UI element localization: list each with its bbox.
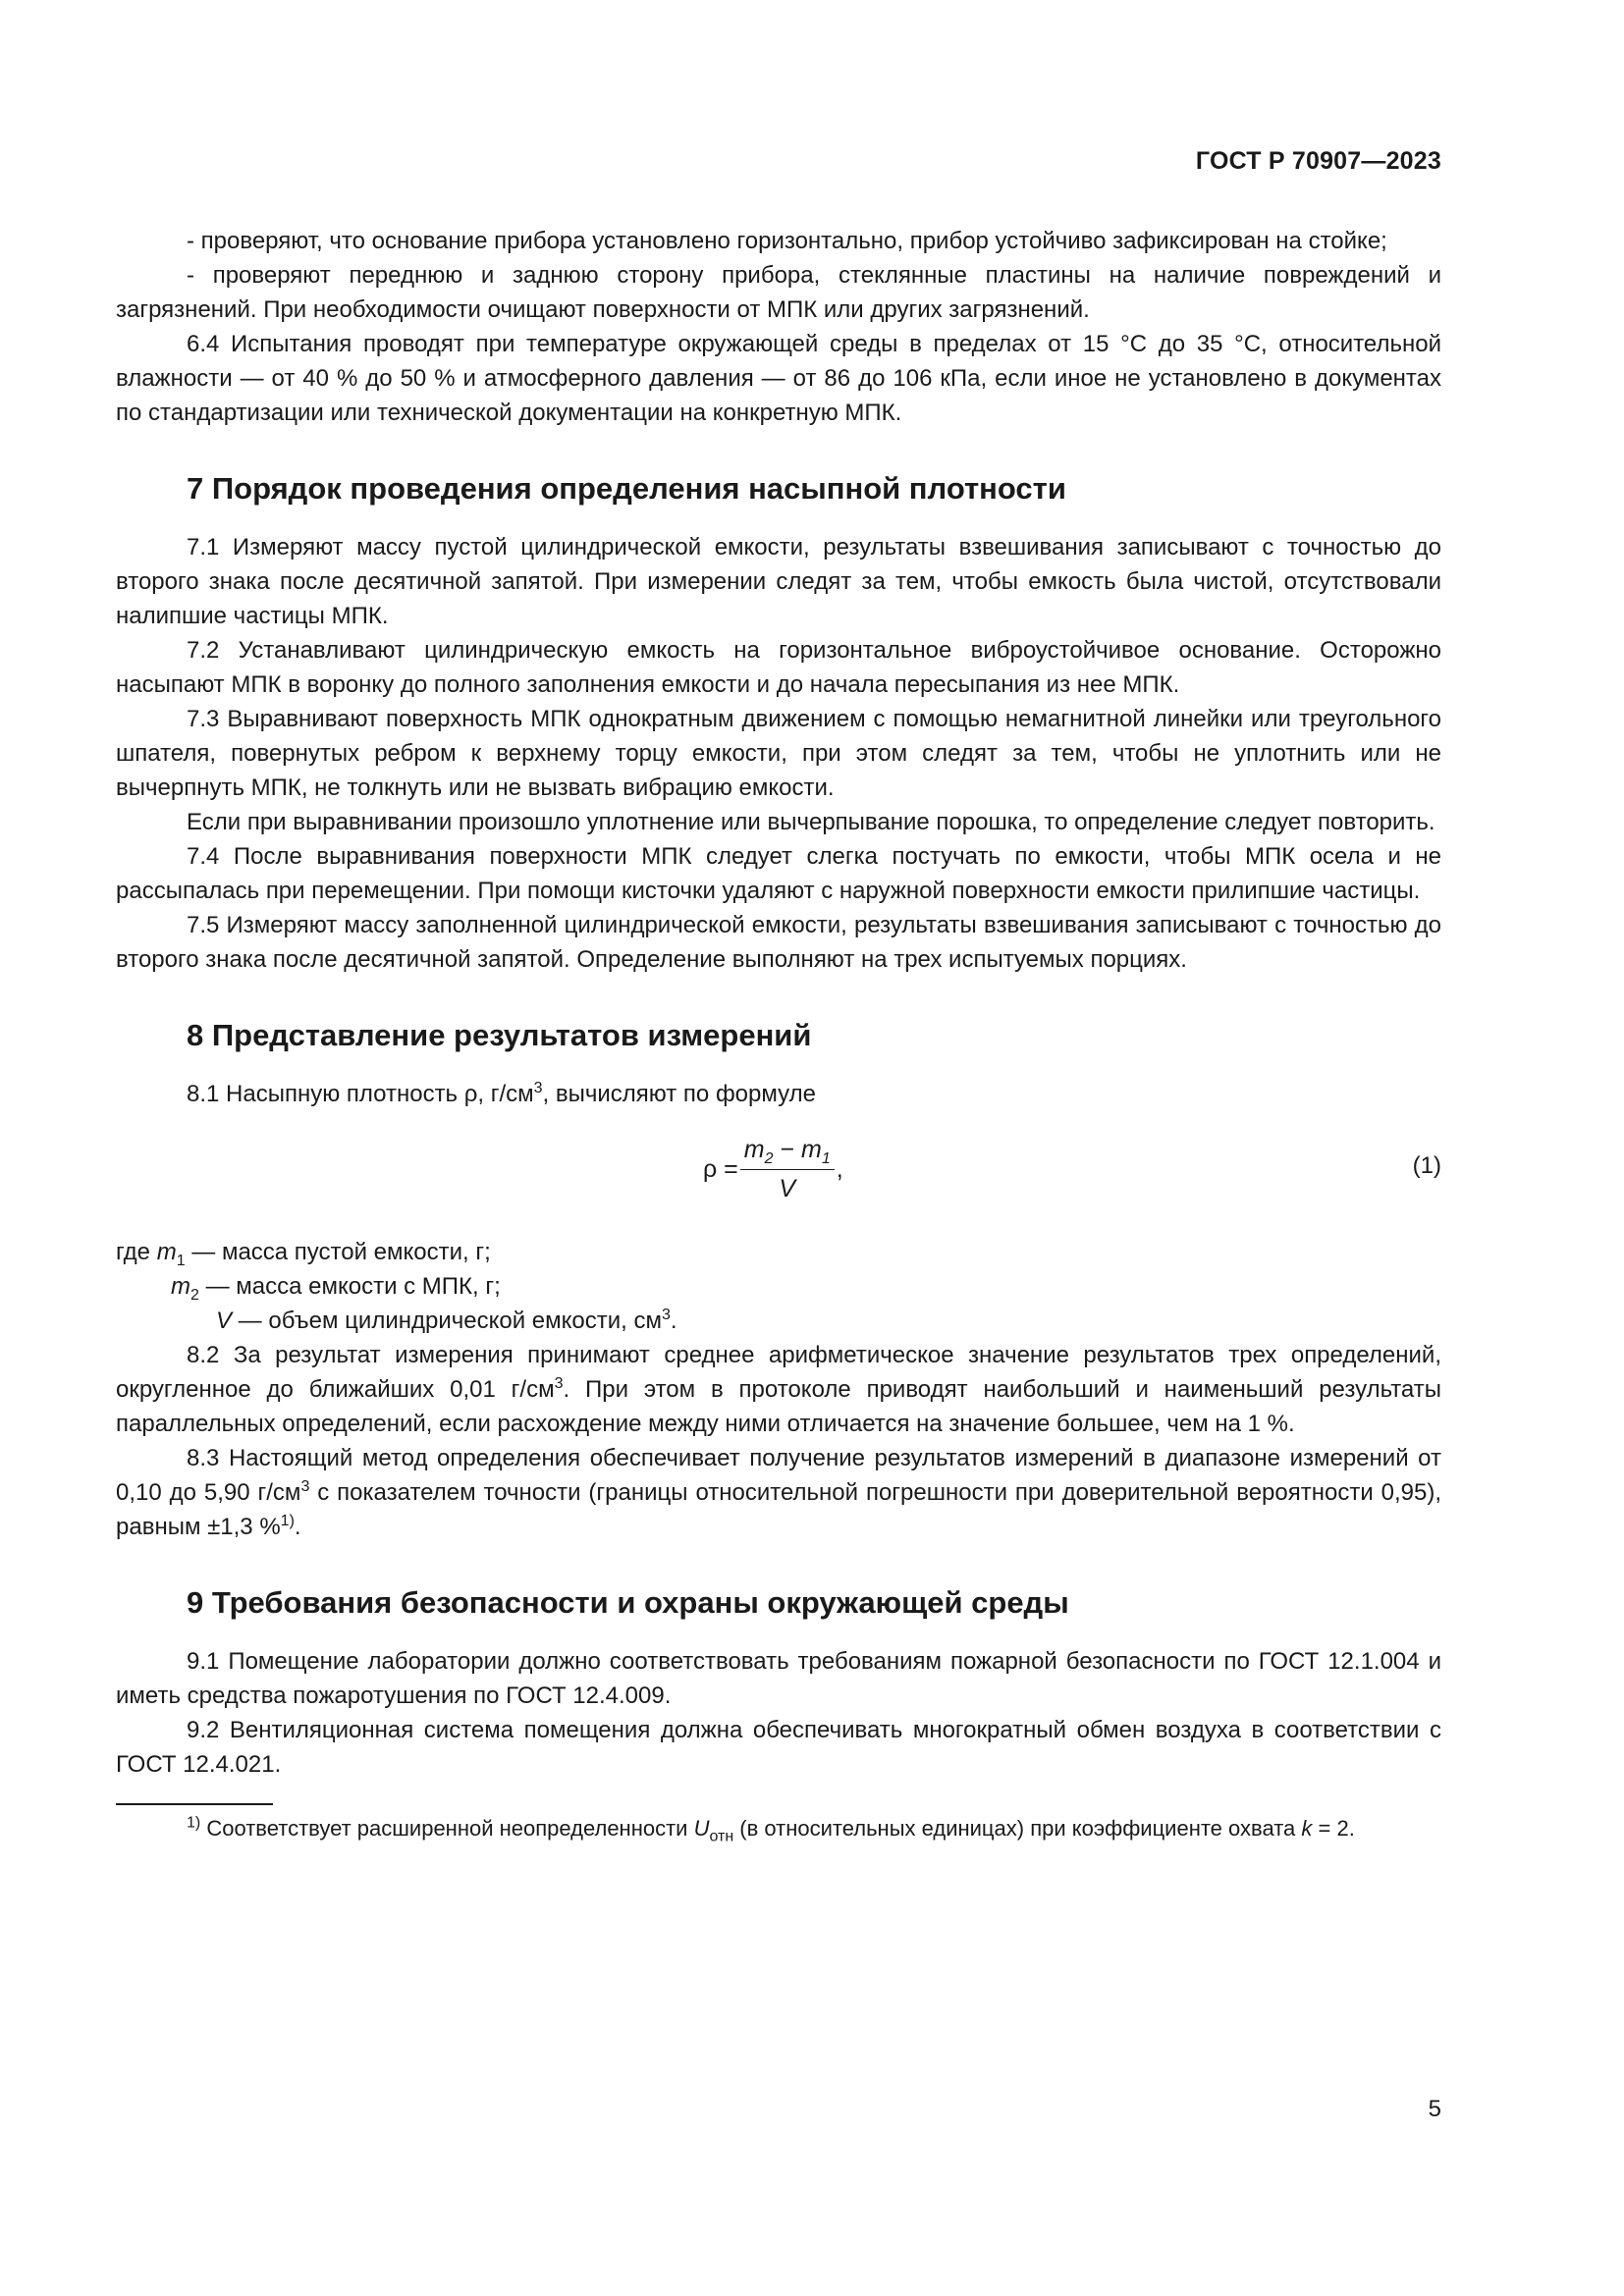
paragraph-8-3-a: 8.3 Настоящий метод определения обеспечивает получение результатов измерений в диапазоне измерений от 0,10 до 5,90 г/см bbox=[116, 1445, 1441, 1506]
definition-m1-text: — масса пустой емкости, г; bbox=[185, 1239, 491, 1265]
section-9-heading: 9 Требования безопасности и охраны окружающей среды bbox=[187, 1585, 1069, 1620]
document-code-header: ГОСТ Р 70907—2023 bbox=[1195, 147, 1441, 175]
formula-fraction bbox=[740, 1133, 835, 1206]
paragraph-6-4: 6.4 Испытания проводят при температуре окружающей среды в пределах от 15 °C до 35 °C, относительной влажности — от 40 % до 50 % и атмосферного давления — от 86 до 106 кПа, если иное не установлено в документах по стандартизации или технической документации на конкретную МПК. bbox=[116, 331, 1441, 426]
definition-m2-text: — масса емкости с МПК, г; bbox=[198, 1273, 501, 1300]
bullet-base-horizontal: - проверяют, что основание прибора установлено горизонтально, прибор устойчиво зафиксирован на стойке; bbox=[187, 228, 1387, 254]
paragraph-9-1: 9.1 Помещение лаборатории должно соответствовать требованиям пожарной безопасности по ГОСТ 12.1.004 и иметь средства пожаротушения по ГОСТ 12.4.009. bbox=[116, 1648, 1441, 1709]
paragraph-8-3-b: с показателем точности (границы относительной погрешности при доверительной вероятности 0,95), равным ±1,3 % bbox=[116, 1479, 1442, 1540]
formula-lhs: ρ = bbox=[703, 1155, 738, 1183]
footnote bbox=[116, 1813, 1441, 1843]
definition-m1 bbox=[116, 1235, 1441, 1269]
definition-v bbox=[116, 1304, 1441, 1338]
definition-m2-symbol: m bbox=[171, 1273, 190, 1300]
paragraph-7-1: 7.1 Измеряют массу пустой цилиндрической емкости, результаты взвешивания записывают с точностью до второго знака после десятичной запятой. При измерении следят за тем, чтобы емкость была чистой, отсутствовали налипшие частицы МПК. bbox=[116, 534, 1441, 629]
footnote-symbol-u: U bbox=[693, 1816, 710, 1841]
definition-m1-symbol: m bbox=[156, 1239, 177, 1265]
paragraph-8-3-sup: 3 bbox=[300, 1478, 310, 1495]
page-number: 5 bbox=[1428, 2096, 1441, 2122]
definition-m1-prefix: где bbox=[116, 1239, 157, 1265]
footnote-text-b: (в относительных единицах) при коэффициенте охвата bbox=[733, 1816, 1302, 1841]
definition-v-text: — объем цилиндрической емкости, см bbox=[232, 1308, 662, 1334]
equation-number: (1) bbox=[1412, 1152, 1441, 1179]
paragraph-8-2-b: . При этом в протоколе приводят наибольший и наименьший результаты параллельных определений, если расхождение между ними отличается на значение большее, чем на 1 %. bbox=[116, 1376, 1441, 1437]
section-7-heading: 7 Порядок проведения определения насыпной плотности bbox=[187, 471, 1066, 506]
definition-m2 bbox=[116, 1269, 1441, 1304]
paragraph-8-1 bbox=[116, 1077, 1441, 1111]
formula-definitions bbox=[116, 1235, 1441, 1338]
footnote-ref[interactable]: 1) bbox=[280, 1513, 295, 1529]
paragraph-8-1-tail: , вычисляют по формуле bbox=[542, 1081, 816, 1107]
paragraph-8-2-sup: 3 bbox=[554, 1375, 564, 1392]
paragraph-9-2: 9.2 Вентиляционная система помещения должна обеспечивать многократный обмен воздуха в соответствии с ГОСТ 12.4.021. bbox=[116, 1717, 1441, 1778]
section-8-heading: 8 Представление результатов измерений bbox=[187, 1018, 812, 1052]
paragraph-8-2-a: 8.2 За результат измерения принимают среднее арифметическое значение результатов трех определений, округленное до ближайших 0,01 г/см bbox=[116, 1342, 1441, 1403]
paragraph-7-3-note: Если при выравнивании произошло уплотнение или вычерпывание порошка, то определение следует повторить. bbox=[187, 809, 1435, 835]
paragraph-8-3 bbox=[116, 1441, 1441, 1544]
definition-v-sup: 3 bbox=[661, 1307, 671, 1323]
paragraph-8-2 bbox=[116, 1338, 1441, 1441]
formula-m2: m bbox=[743, 1136, 765, 1163]
formula-m1-sub: 1 bbox=[821, 1150, 831, 1167]
definition-v-symbol: V bbox=[216, 1308, 233, 1334]
footnote-text-c: = 2. bbox=[1312, 1816, 1355, 1841]
footnote-text-a: Соответствует расширенной неопределенности bbox=[200, 1816, 694, 1841]
formula-numerator bbox=[740, 1133, 835, 1170]
paragraph-8-3-end: . bbox=[294, 1514, 301, 1540]
density-formula bbox=[703, 1133, 843, 1206]
footnote-divider bbox=[116, 1803, 273, 1805]
formula-minus: − bbox=[773, 1136, 802, 1163]
paragraph-7-4: 7.4 После выравнивания поверхности МПК следует слегка постучать по емкости, чтобы МПК осела и не рассыпалась при перемещении. При помощи кисточки удаляют с наружной поверхности емкости прилипшие частицы. bbox=[116, 843, 1441, 904]
definition-m1-sub: 1 bbox=[176, 1252, 186, 1269]
formula-row bbox=[116, 1127, 1441, 1221]
formula-m2-sub: 2 bbox=[764, 1150, 774, 1167]
paragraph-8-1-text: 8.1 Насыпную плотность ρ, г/см bbox=[187, 1081, 534, 1107]
definition-m2-sub: 2 bbox=[190, 1286, 199, 1304]
footnote-symbol-k: k bbox=[1301, 1816, 1313, 1841]
formula-tail: , bbox=[836, 1155, 843, 1183]
paragraph-7-5: 7.5 Измеряют массу заполненной цилиндрической емкости, результаты взвешивания записывают с точностью до второго знака после десятичной запятой. Определение выполняют на трех испытуемых порциях. bbox=[116, 912, 1441, 973]
paragraph-8-1-sup: 3 bbox=[533, 1080, 543, 1096]
formula-m1: m bbox=[801, 1136, 822, 1163]
paragraph-7-3: 7.3 Выравнивают поверхность МПК однократным движением с помощью немагнитной линейки или треугольного шпателя, повернутых ребром к верхнему торцу емкости, при этом следят за тем, чтобы не уплотнить или не вычерпнуть МПК, не толкнуть или не вызвать вибрацию емкости. bbox=[116, 706, 1441, 801]
formula-denominator: V bbox=[779, 1175, 796, 1202]
paragraph-7-2: 7.2 Устанавливают цилиндрическую емкость на горизонтальное виброустойчивое основание. Осторожно насыпают МПК в воронку до полного заполнения емкости и до начала пересыпания из нее МПК. bbox=[116, 637, 1441, 698]
definition-v-end: . bbox=[670, 1308, 677, 1334]
document-body bbox=[116, 224, 1441, 1843]
bullet-check-plates: - проверяют переднюю и заднюю сторону прибора, стеклянные пластины на наличие повреждений и загрязнений. При необходимости очищают поверхности от МПК или других загрязнений. bbox=[116, 262, 1441, 323]
footnote-mark: 1) bbox=[187, 1814, 201, 1832]
footnote-symbol-sub: отн bbox=[709, 1828, 734, 1845]
